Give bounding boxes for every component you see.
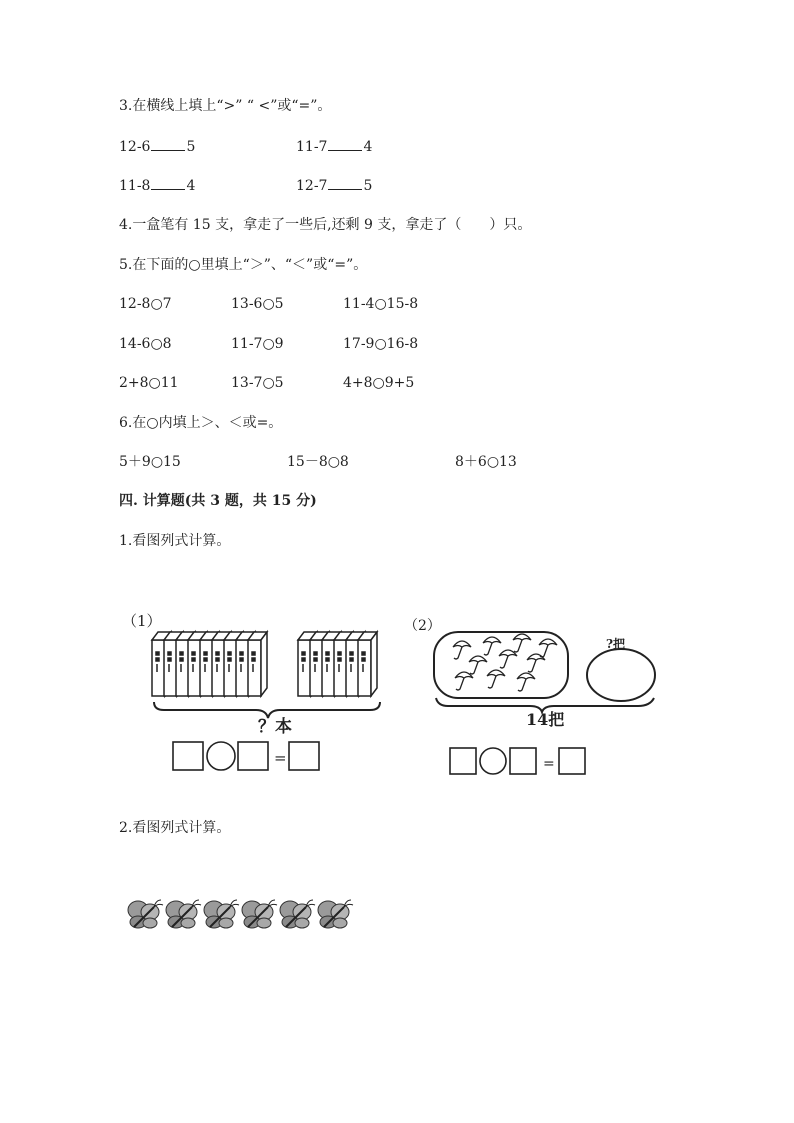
umbrella-icon bbox=[527, 654, 545, 672]
answer-box[interactable] bbox=[510, 748, 536, 774]
q6-item: 15－8○8 bbox=[287, 454, 349, 470]
book-icon bbox=[358, 632, 377, 696]
butterfly-icon bbox=[204, 900, 239, 928]
q5-item: 2+8○11 bbox=[119, 375, 179, 391]
fig2-top-label: ?把 bbox=[606, 637, 626, 651]
umbrella-icon bbox=[539, 639, 557, 657]
operator-circle[interactable] bbox=[207, 742, 235, 770]
q3-left: 12-7 bbox=[296, 178, 328, 194]
fig1-caption: ？本 bbox=[258, 717, 292, 737]
calc2-title: 2.看图列式计算。 bbox=[119, 820, 231, 836]
q3-left: 12-6 bbox=[119, 139, 151, 155]
equals-sign: = bbox=[274, 749, 287, 767]
answer-blank[interactable] bbox=[328, 138, 362, 151]
q5-item: 11-4○15-8 bbox=[343, 296, 419, 312]
books-figure bbox=[118, 606, 398, 784]
q3-left: 11-8 bbox=[119, 178, 151, 194]
q5-item: 11-7○9 bbox=[231, 336, 284, 352]
umbrella-set bbox=[453, 634, 557, 691]
butterfly-icon bbox=[166, 900, 201, 928]
q5-item: 13-7○5 bbox=[231, 375, 284, 391]
q3-right: 5 bbox=[363, 178, 373, 194]
book-group-right bbox=[298, 632, 377, 696]
answer-box[interactable] bbox=[238, 742, 268, 770]
q3-item bbox=[119, 138, 195, 156]
fig2-label: （2） bbox=[404, 618, 441, 634]
q3-title: 3.在横线上填上“>” “ <”或“=”。 bbox=[119, 98, 332, 114]
answer-box[interactable] bbox=[173, 742, 203, 770]
umbrella-icon bbox=[453, 641, 471, 659]
q3-right: 4 bbox=[363, 139, 373, 155]
q3-item bbox=[119, 177, 195, 195]
butterfly-icon bbox=[128, 900, 163, 928]
answer-blank[interactable] bbox=[151, 177, 185, 190]
q6-item: 8＋6○13 bbox=[455, 454, 517, 470]
q3-right: 5 bbox=[186, 139, 196, 155]
butterfly-icon bbox=[280, 900, 315, 928]
umbrella-icon bbox=[455, 672, 473, 690]
umbrella-icon bbox=[513, 634, 531, 652]
brace bbox=[154, 702, 380, 718]
fig2-caption: 14把 bbox=[526, 710, 565, 729]
equals-sign: = bbox=[543, 756, 555, 772]
operator-circle[interactable] bbox=[480, 748, 506, 774]
butterfly-row bbox=[122, 896, 362, 936]
q5-item: 13-6○5 bbox=[231, 296, 284, 312]
q4-text: 4.一盒笔有 15 支，拿走了一些后,还剩 9 支，拿走了（ ）只。 bbox=[119, 217, 532, 233]
unknown-umbrella-circle bbox=[587, 649, 655, 701]
q3-item bbox=[296, 138, 372, 156]
q6-item: 5＋9○15 bbox=[119, 454, 181, 470]
butterfly-icon bbox=[242, 900, 277, 928]
answer-blank[interactable] bbox=[151, 138, 185, 151]
book-icon bbox=[248, 632, 267, 696]
umbrella-icon bbox=[487, 670, 505, 688]
butterfly-icon bbox=[318, 900, 353, 928]
answer-blank[interactable] bbox=[328, 177, 362, 190]
umbrella-icon bbox=[483, 637, 501, 655]
q3-left: 11-7 bbox=[296, 139, 328, 155]
answer-box[interactable] bbox=[559, 748, 585, 774]
q5-item: 12-8○7 bbox=[119, 296, 172, 312]
fig1-label: （1） bbox=[122, 612, 162, 630]
q5-item: 17-9○16-8 bbox=[343, 336, 419, 352]
umbrella-icon bbox=[499, 650, 517, 668]
umbrella-group-box bbox=[434, 632, 568, 698]
answer-box[interactable] bbox=[450, 748, 476, 774]
answer-box[interactable] bbox=[289, 742, 319, 770]
q3-item bbox=[296, 177, 372, 195]
q3-right: 4 bbox=[186, 178, 196, 194]
q5-item: 14-6○8 bbox=[119, 336, 172, 352]
calc1-title: 1.看图列式计算。 bbox=[119, 533, 231, 549]
book-group-left bbox=[152, 632, 267, 696]
q5-item: 4+8○9+5 bbox=[343, 375, 415, 391]
q5-title: 5.在下面的○里填上“＞”、“＜”或“=”。 bbox=[119, 257, 368, 273]
q6-title: 6.在○内填上＞、＜或=。 bbox=[119, 415, 283, 431]
section-4-title: 四. 计算题(共 3 题，共 15 分) bbox=[119, 493, 317, 509]
umbrella-icon bbox=[469, 656, 487, 674]
umbrella-icon bbox=[517, 673, 535, 691]
umbrella-figure bbox=[402, 612, 666, 782]
